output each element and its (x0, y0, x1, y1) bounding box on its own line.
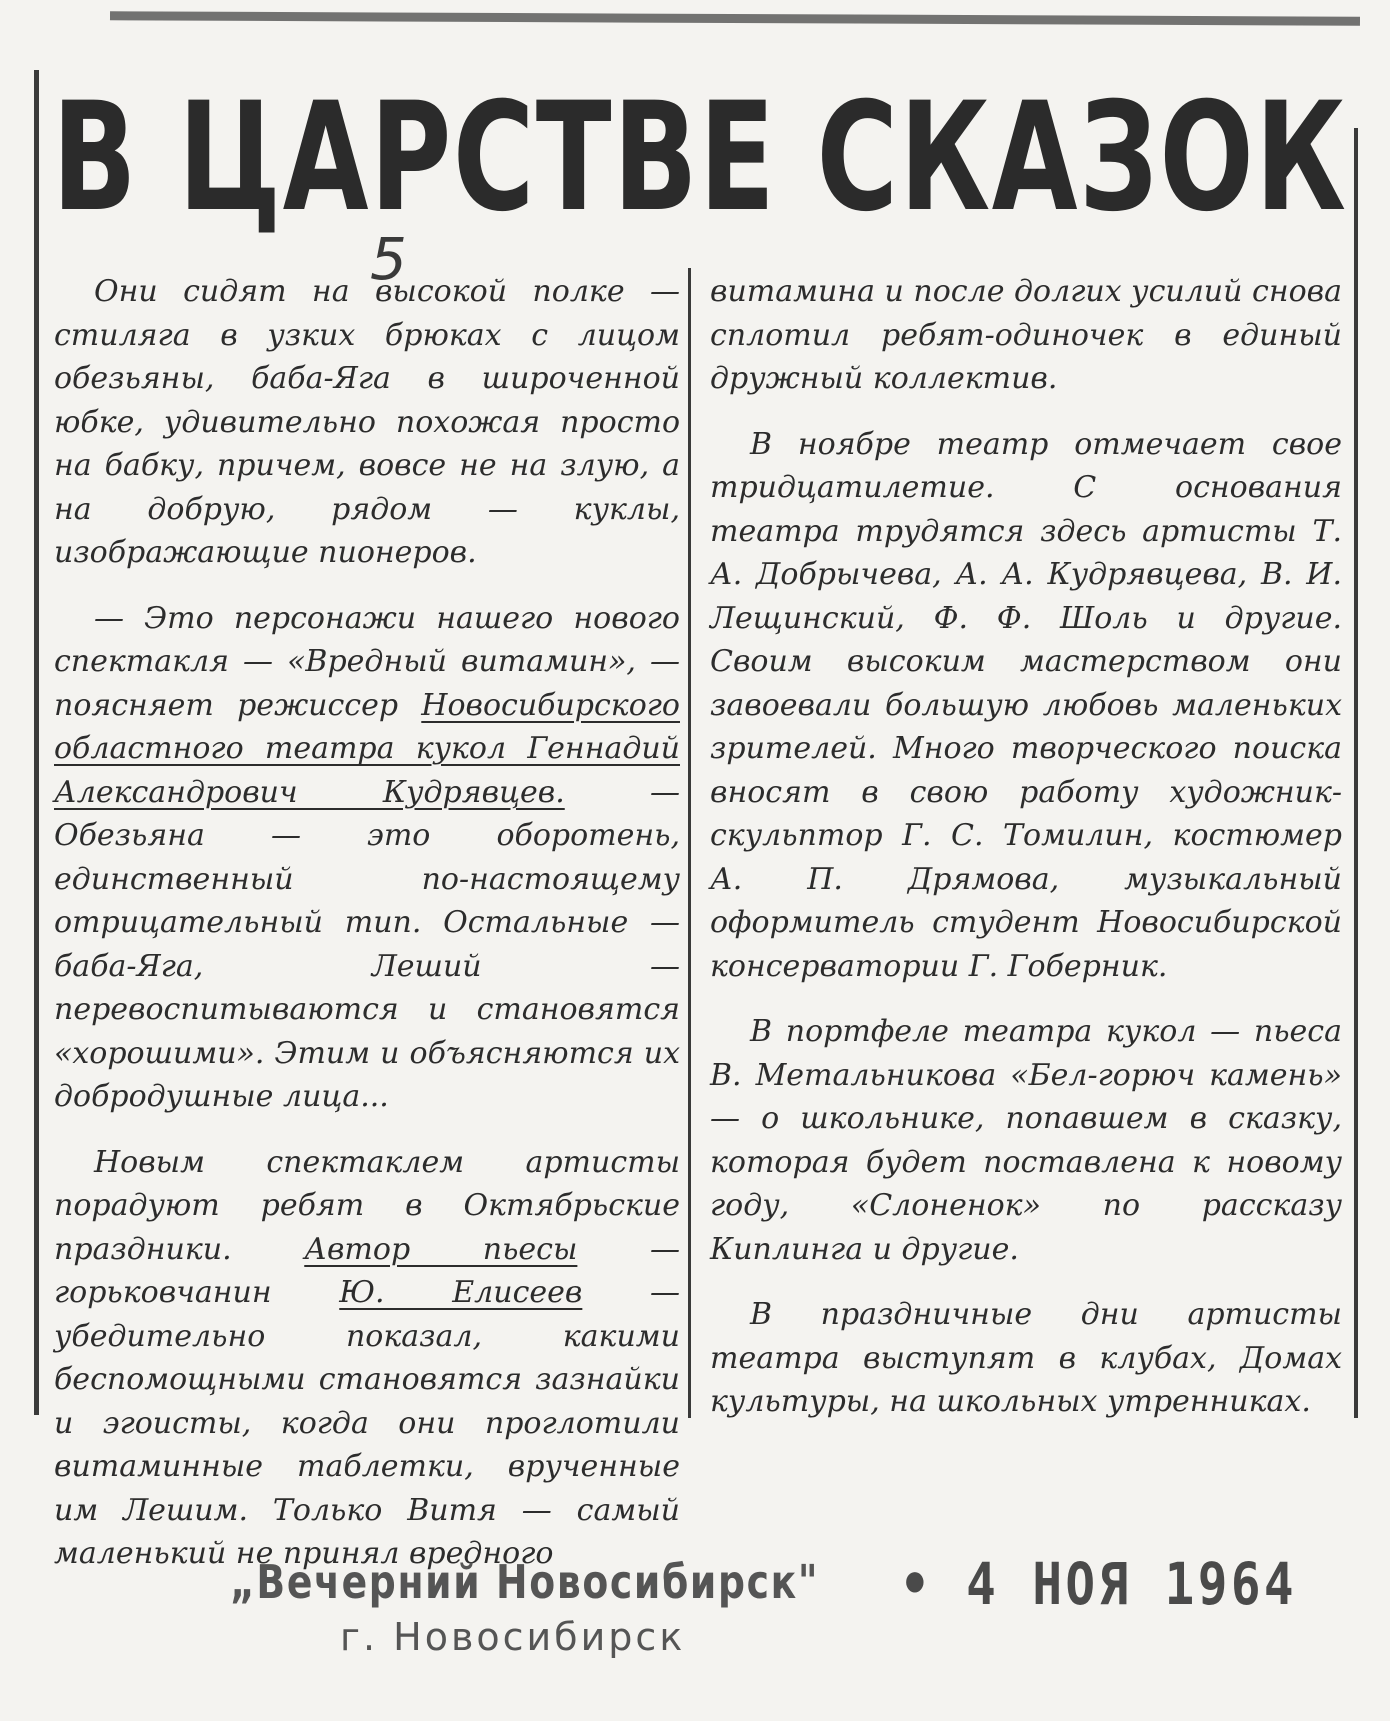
paragraph: В праздничные дни артисты театра выступят в клубах, Домах культуры, на школьных утренниках. (710, 1297, 1342, 1419)
pencil-mark: 5 (370, 225, 407, 293)
paragraph: В портфеле театра кукол — пьеса В. Метальникова «Бел-горюч камень» — о школьнике, попавшем в сказку, которая будет поставлена к новому году, «Слоненок» по рассказу Киплинга и другие. (710, 1014, 1342, 1267)
stamp-city: г. Новосибирск (340, 1615, 686, 1659)
stamp-date-dash: • (900, 1550, 967, 1618)
paragraph: В ноябре театр отмечает свое тридцатилетие. С основания театра трудятся здесь артисты Т. А. Добрычева, А. А. Кудрявцева, В. И. Лещинский, Ф. Ф. Шоль и другие. Своим высоким мастерством они завоевали большую любовь маленьких зрителей. Много творческого поиска вносят в свою работу художник-скульптор Г. С. Томилин, костюмер А. П. Дрямова, музыкальный оформитель студент Новосибирской консерватории Г. Гоберник. (710, 426, 1342, 984)
paragraph-text: — убедительно показал, какими беспомощными становятся зазнайки и эгоисты, когда они проглотили витаминные таблетки, врученные им Лешим. Только Витя — самый маленький не принял вредного (54, 1275, 680, 1571)
paragraph: витамина и после долгих усилий снова сплотил ребят-одиночек в единый дружный коллектив. (710, 274, 1342, 396)
right-rule (1354, 128, 1358, 1418)
paragraph: Они сидят на высокой полке — стиляга в узких брюках с лицом обезьяны, баба-Яга в широченной юбке, удивительно похожая просто на бабку, причем, вовсе не на злую, а на добрую, рядом — куклы, изображающие пионеров. (54, 274, 680, 570)
underlined-text: Новосибирского областного театра кукол Геннадий Александрович Кудрявцев. (54, 687, 680, 810)
top-rule (110, 11, 1360, 25)
paragraph-text: — Обезьяна — это оборотень, единственный по-настоящему отрицательный тип. Остальные — баба-Яга, Леший — перевоспитываются и становятся «хорошими». Этим и объясняются их добродушные лица... (54, 774, 680, 1114)
underlined-text: Ю. Елисеев (339, 1275, 583, 1310)
stamp-date-text: 4 НОЯ 1964 (966, 1550, 1297, 1618)
article-right-column (710, 270, 1342, 1446)
underlined-text: Автор пьесы (304, 1231, 578, 1267)
paragraph-text: — Это персонажи нашего нового спектакля — «Вредный витамин», — поясняет режиссер (54, 600, 680, 723)
paragraph-text: — горьковчанин (54, 1231, 680, 1310)
paragraph-text: Новым спектаклем артисты порадуют ребят в Октябрьские праздники. (54, 1144, 680, 1267)
paragraph (54, 1141, 680, 1576)
paragraph (54, 597, 680, 1119)
stamp-date (900, 1550, 1297, 1618)
column-divider (688, 268, 691, 1418)
article-headline: В ЦАРСТВЕ СКАЗОК (52, 71, 1348, 245)
article-left-column (54, 270, 680, 1598)
stamp-newspaper-name: „Вечерний Новосибирск" (230, 1555, 820, 1609)
left-rule (34, 70, 39, 1415)
